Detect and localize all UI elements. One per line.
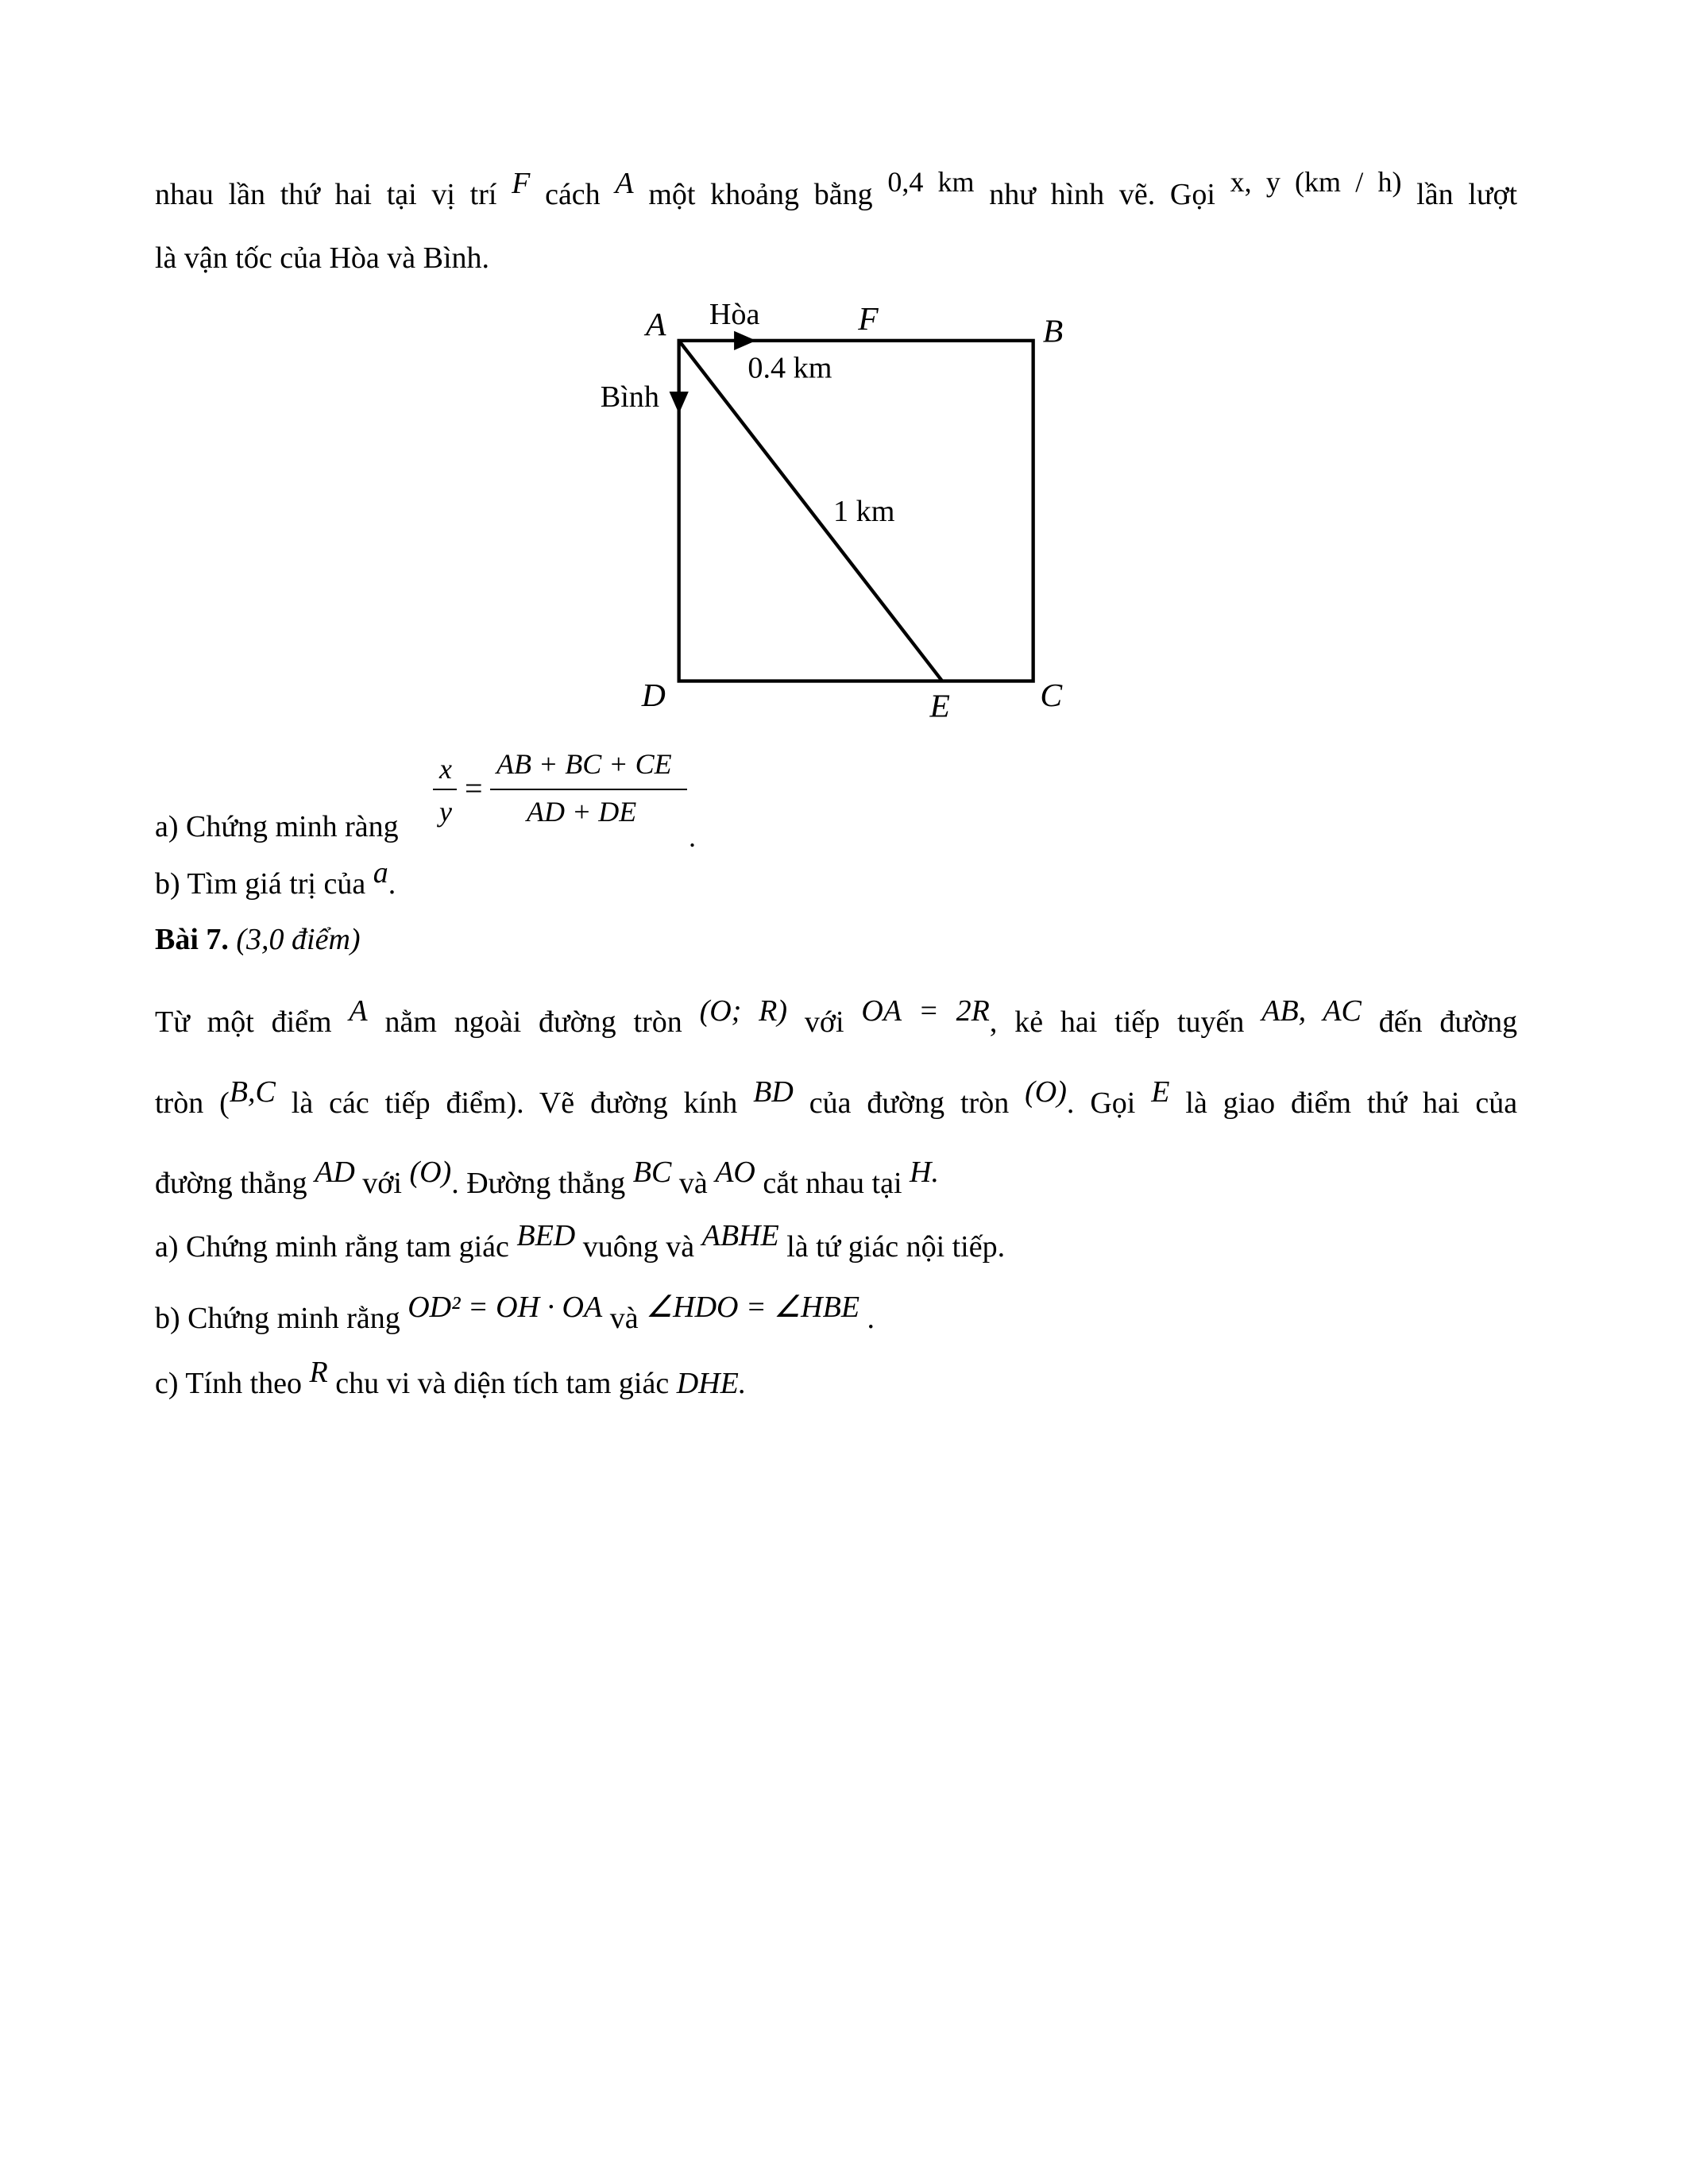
text: một khoảng bằng <box>648 178 873 211</box>
text: với <box>362 1167 402 1200</box>
math: ∠HDO = ∠HBE <box>646 1291 860 1324</box>
text: b) Chứng minh rằng <box>155 1302 400 1335</box>
math: E <box>1151 1075 1170 1109</box>
math: AD <box>315 1156 355 1189</box>
problem-line-2 <box>155 1075 1518 1121</box>
math-distance: 0,4 km <box>887 166 975 198</box>
text: cách <box>545 178 601 211</box>
segment-ae <box>679 341 942 681</box>
arrow-down-icon <box>670 392 689 414</box>
text: của đường tròn <box>809 1086 1010 1120</box>
label-F: F <box>858 301 879 338</box>
problem-line-3 <box>155 1156 939 1202</box>
label-hoa: Hòa <box>709 298 760 332</box>
math: AB, AC <box>1261 994 1362 1028</box>
math: B,C <box>229 1075 276 1109</box>
equals: = <box>465 770 483 806</box>
intro-line-2: là vận tốc của Hòa và Bình. <box>155 241 490 275</box>
text: tròn ( <box>155 1086 230 1120</box>
math: BC <box>632 1156 672 1189</box>
label-binh: Bình <box>600 380 659 415</box>
text: . Đường thẳng <box>451 1167 626 1200</box>
math-F: F <box>512 167 531 200</box>
math: OA = 2R <box>861 994 990 1028</box>
label-E: E <box>929 688 950 725</box>
math: OD² = OH · OA <box>408 1291 603 1324</box>
text: nằm ngoài đường tròn <box>384 1005 682 1039</box>
math: ABHE <box>701 1219 779 1252</box>
math: (O; R) <box>699 994 788 1028</box>
text: . <box>867 1302 875 1335</box>
subquestion-c <box>155 1356 747 1402</box>
exercise-title: Bài 7. <box>155 923 229 956</box>
math: (O) <box>1025 1075 1067 1109</box>
text: c) Tính theo <box>155 1367 303 1400</box>
label-B: B <box>1042 313 1064 350</box>
text: với <box>804 1005 844 1039</box>
subquestion-a <box>155 1219 1006 1265</box>
text: vuông và <box>582 1230 695 1264</box>
text: lần lượt <box>1416 178 1518 211</box>
text: là giao điểm thứ hai của <box>1185 1086 1518 1120</box>
text: và <box>678 1167 708 1200</box>
intro-line-1 <box>155 166 1518 213</box>
label-af: 0.4 km <box>747 351 832 385</box>
math: BED <box>516 1219 576 1252</box>
text: . Gọi <box>1066 1086 1136 1120</box>
label-D: D <box>641 677 666 714</box>
text: b) Tìm giá trị của <box>155 867 366 901</box>
text: , kẻ hai tiếp tuyến <box>989 1005 1245 1039</box>
text: Từ một điểm <box>155 1005 332 1039</box>
math: AO <box>715 1156 755 1189</box>
square-diagram <box>588 283 1084 731</box>
math-speeds: x, y (km / h) <box>1230 166 1402 198</box>
math: DHE. <box>676 1367 747 1400</box>
text: là các tiếp điểm). Vẽ đường kính <box>291 1086 738 1120</box>
label-A: A <box>646 306 666 343</box>
text: là tứ giác nội tiếp. <box>786 1230 1006 1264</box>
math: BD <box>753 1075 794 1109</box>
text: như hình vẽ. Gọi <box>989 178 1215 211</box>
num-x: x <box>439 753 452 785</box>
text: đường thẳng <box>155 1167 307 1200</box>
denominator: AD + DE <box>527 796 637 828</box>
period: . <box>689 821 696 853</box>
fraction-bar <box>490 789 687 790</box>
fraction-bar <box>433 789 457 790</box>
problem-line-1 <box>155 994 1518 1040</box>
numerator: AB + BC + CE <box>496 748 672 780</box>
math: R <box>309 1356 328 1389</box>
math-A: A <box>615 167 634 200</box>
label-ae: 1 km <box>833 495 895 529</box>
text: a) Chứng minh rằng tam giác <box>155 1230 509 1264</box>
question-a <box>155 808 399 845</box>
exercise-points: (3,0 điểm) <box>236 923 361 956</box>
math: (O) <box>409 1156 452 1189</box>
text: chu vi và diện tích tam giác <box>335 1367 670 1400</box>
math-a: a <box>373 856 388 889</box>
math: H. <box>910 1156 939 1189</box>
text: và <box>609 1302 639 1335</box>
arrow-right-icon <box>734 331 756 350</box>
text: nhau lần thứ hai tại vị trí <box>155 178 497 211</box>
text: đến đường <box>1378 1005 1518 1039</box>
math: A <box>349 994 368 1028</box>
text: a) Chứng minh ràng <box>155 810 399 843</box>
label-C: C <box>1040 677 1063 714</box>
question-b <box>155 856 396 902</box>
subquestion-b <box>155 1291 875 1337</box>
bai7-heading <box>155 921 361 958</box>
text: . <box>388 867 396 901</box>
den-y: y <box>439 796 452 828</box>
text: cắt nhau tại <box>763 1167 902 1200</box>
